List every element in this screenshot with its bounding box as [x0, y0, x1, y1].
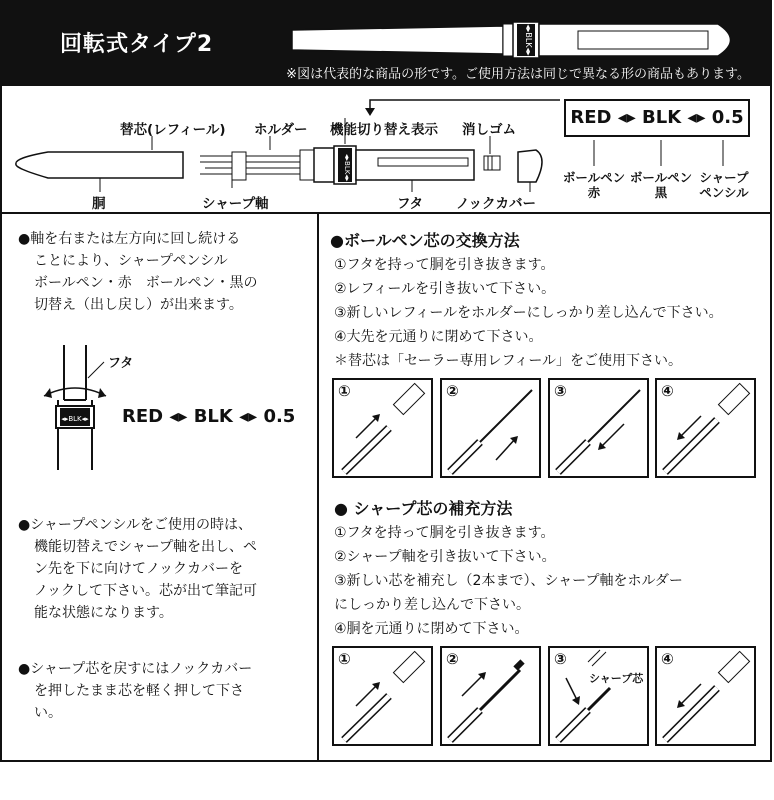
ballpoint-step-2: ②レフィールを引き抜いて下さい。	[334, 281, 556, 297]
ballpoint-step-3: ③新しいレフィールをホルダーにしっかり差し込んで下さい。	[334, 305, 723, 321]
instruction-sharp-use: ●シャープペンシルをご使用の時は、 機能切替えでシャープ軸を出し、ペ ン先を下に向けてノックカバーを ノックして下さい。芯が出て筆記可 能な状態になります。	[18, 517, 258, 621]
svg-text:◂▸BLK◂▸: ◂▸BLK◂▸	[61, 415, 89, 423]
code-leader-lines	[560, 138, 760, 168]
ballpoint-panel-1: ①	[332, 378, 433, 478]
ballpoint-panel-4: ④	[655, 378, 756, 478]
label-function-display: 機能切り替え表示	[330, 122, 438, 138]
label-refill: 替芯(レフィール)	[120, 122, 226, 138]
sharp-section-title: ● シャープ芯の補充方法	[334, 499, 513, 518]
ballpoint-step-4: ④大先を元通りに閉めて下さい。	[334, 329, 543, 345]
parts-diagram	[0, 96, 560, 206]
ballpoint-step-1: ①フタを持って胴を引き抜きます。	[334, 257, 555, 273]
sharp-panel-1: ①	[332, 646, 433, 746]
sharp-step-3: ③新しい芯を補充し（2本まで）、シャープ軸をホルダー	[334, 573, 683, 589]
code-label-black: ボールペン 黒	[629, 170, 693, 200]
sharp-panel-2: ②	[440, 646, 541, 746]
label-sharp-lead: シャープ芯	[589, 672, 644, 685]
divider-vertical	[317, 212, 319, 762]
label-holder: ホルダー	[254, 122, 308, 138]
instruction-rotate: ●軸を右または左方向に回し続ける ことにより、シャープペンシル ボールペン・赤 ボールペン・黒の 切替え（出し戻し）が出来ます。	[18, 231, 258, 313]
ballpoint-refill-note: ＊替芯は「セーラー専用レフィール」をご使用下さい。	[334, 353, 683, 369]
sharp-step-4: ④胴を元通りに閉めて下さい。	[334, 621, 529, 637]
function-code-box: RED ◂▸ BLK ◂▸ 0.5	[564, 99, 750, 137]
function-code-left: RED ◂▸ BLK ◂▸ 0.5	[122, 406, 296, 427]
label-barrel: 胴	[92, 196, 106, 212]
sharp-step-2: ②シャープ軸を引き抜いて下さい。	[334, 549, 556, 565]
ballpoint-panel-3: ③	[548, 378, 649, 478]
label-sharp-shaft: シャープ軸	[202, 196, 269, 212]
svg-text:◂▸BLK◂▸: ◂▸BLK◂▸	[343, 154, 351, 182]
ballpoint-section-title: ●ボールペン芯の交換方法	[330, 231, 520, 250]
sharp-panel-4: ④	[655, 646, 756, 746]
ballpoint-panel-2: ②	[440, 378, 541, 478]
rotation-illustration	[36, 340, 116, 475]
sharp-step-3-cont: にしっかり差し込んで下さい。	[334, 597, 530, 613]
svg-text:◂▸BLK◂▸: ◂▸BLK◂▸	[524, 24, 533, 56]
divider-horizontal	[0, 212, 772, 214]
sharp-step-1: ①フタを持って胴を引き抜きます。	[334, 525, 555, 541]
instruction-lead-return: ●シャープ芯を戻すにはノックカバー を押したまま芯を軽く押して下さ い。	[18, 661, 253, 721]
label-eraser: 消しゴム	[462, 122, 516, 138]
pen-illustration-header	[288, 18, 748, 62]
label-cap-left: フタ	[108, 356, 134, 371]
sharp-panel-3: ③	[548, 646, 649, 746]
label-knock-cover: ノックカバー	[456, 196, 537, 212]
label-cap: フタ	[397, 196, 424, 212]
header-note: ※図は代表的な商品の形です。ご使用方法は同じで異なる形の商品もあります。	[286, 67, 750, 82]
page-title: 回転式タイプ2	[60, 32, 214, 57]
code-label-sharp: シャープ ペンシル	[699, 170, 749, 200]
header-bar	[0, 0, 772, 86]
code-label-red: ボールペン 赤	[562, 170, 626, 200]
